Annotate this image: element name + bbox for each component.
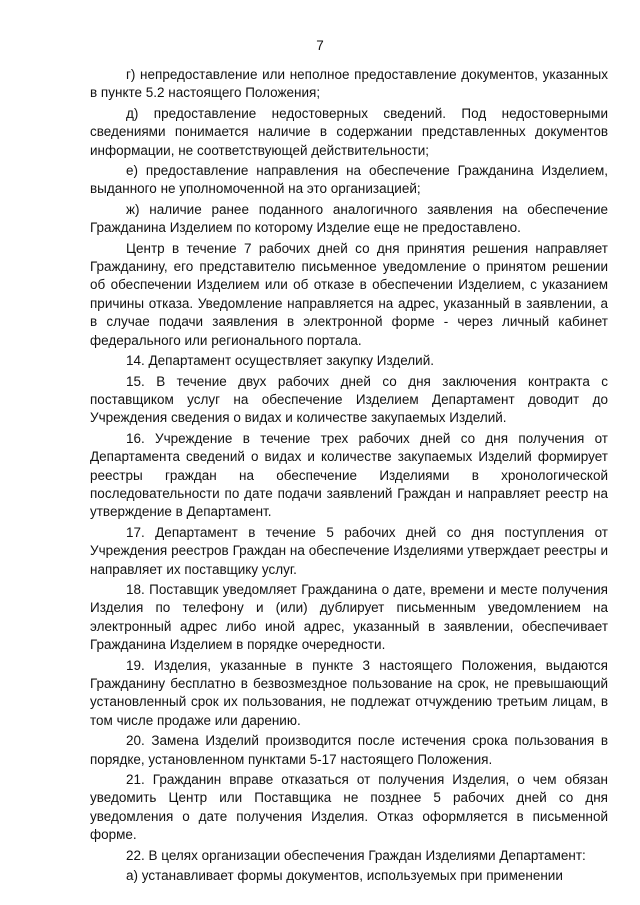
paragraph-15: 15. В течение двух рабочих дней со дня заключения контракта с поставщиком услуг на обеспечение Изделием Департамент доводит до Учреждения сведения о видах и количестве закупаемых Изделий. <box>90 373 608 426</box>
paragraph-19: 19. Изделия, указанные в пункте 3 настоящего Положения, выдаются Гражданину бесплатно в безвозмездное пользование на срок, не превышающий установленный срок их пользования, не подлежат отчуждению третьим лицам, в том числе продаже или дарению. <box>90 657 608 728</box>
document-body <box>90 66 608 887</box>
page-number: 7 <box>316 38 324 53</box>
paragraph-20: 20. Замена Изделий производится после истечения срока пользования в порядке, установленном пунктами 5-17 настоящего Положения. <box>90 733 608 767</box>
paragraph-22: 22. В целях организации обеспечения Граждан Изделиями Департамент: <box>126 847 586 863</box>
paragraph-center-notice: Центр в течение 7 рабочих дней со дня принятия решения направляет Гражданину, его представителю письменное уведомление о принятом решении об обеспечении Изделием или об отказе в обеспечении Изделием, с указанием причины отказа. Уведомление направляется на адрес, указанный в заявлении, а в случае подачи заявления в электронной форме - через личный кабинет федерального или регионального портала. <box>90 240 608 348</box>
paragraph-zh: ж) наличие ранее поданного аналогичного заявления на обеспечение Гражданина Изделием по которому Изделие еще не предоставлено. <box>90 201 608 236</box>
paragraph-d: д) предоставление недостоверных сведений. Под недостоверными сведениями понимается наличие в содержании представленных документов информации, не соответствующей действительности; <box>90 105 608 158</box>
paragraph-e: е) предоставление направления на обеспечение Гражданина Изделием, выданного не уполномоченной на это организацией; <box>90 163 608 197</box>
paragraph-16: 16. Учреждение в течение трех рабочих дней со дня получения от Департамента сведений о видах и количестве закупаемых Изделий формирует реестры граждан на обеспечение Изделиями в хронологической последовательности по дате подачи заявлений Граждан и направляет реестр на утверждение в Департамент. <box>90 430 608 520</box>
paragraph-14: 14. Департамент осуществляет закупку Изделий. <box>126 353 434 369</box>
paragraph-21: 21. Гражданин вправе отказаться от получения Изделия, о чем обязан уведомить Центр или Поставщика не позднее 5 рабочих дней со дня уведомления о дате получения Изделия. Отказ оформляется в письменной форме. <box>90 772 608 843</box>
paragraph-g: г) непредоставление или неполное предоставление документов, указанных в пункте 5.2 настоящего Положения; <box>90 67 608 101</box>
paragraph-17: 17. Департамент в течение 5 рабочих дней со дня поступления от Учреждения реестров Граждан на обеспечение Изделиями утверждает реестры и направляет их поставщику услуг. <box>90 524 608 577</box>
paragraph-18: 18. Поставщик уведомляет Гражданина о дате, времени и месте получения Изделия по телефону и (или) дублирует письменным уведомлением на электронный адрес либо иной адрес, указанный в заявлении, обеспечивает Гражданина Изделием в порядке очередности. <box>90 581 608 653</box>
paragraph-22-a: а) устанавливает формы документов, используемых при применении <box>126 868 563 884</box>
